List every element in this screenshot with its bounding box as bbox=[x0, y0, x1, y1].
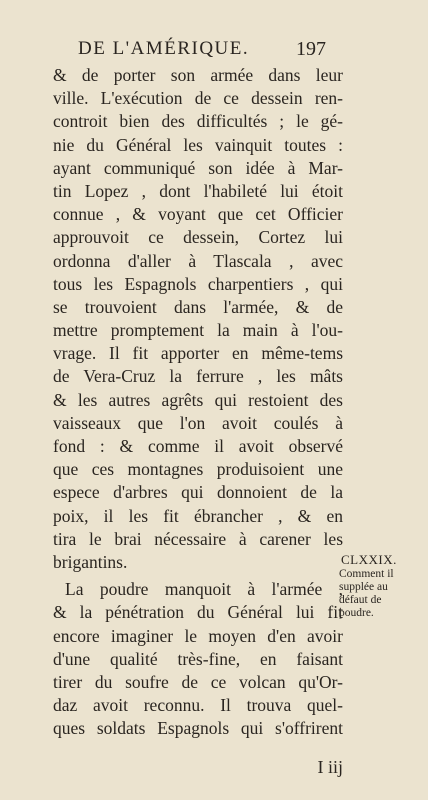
text-line: ville. L'exécution de ce dessein ren- bbox=[53, 88, 343, 109]
text-line: connue , & voyant que cet Officier bbox=[53, 204, 343, 225]
text-line: ayant communiqué son idée à Mar- bbox=[53, 157, 343, 178]
body-text bbox=[53, 64, 343, 740]
margin-note bbox=[339, 552, 419, 620]
text-line: & de porter son armée dans leur bbox=[53, 65, 343, 85]
text-line: tira le brai nécessaire à carener les bbox=[53, 528, 343, 549]
text-line: & la pénétration du Général lui fit bbox=[53, 602, 343, 623]
text-line: d'une qualité très-fine, en faisant bbox=[53, 648, 343, 669]
text-line: tirer du soufre de ce volcan qu'Or- bbox=[53, 671, 343, 692]
text-line: La poudre manquoit à l'armée , bbox=[65, 579, 343, 600]
text-line: brigantins. bbox=[53, 551, 128, 572]
text-line: que ces montagnes produisoient une bbox=[53, 459, 343, 480]
margin-note-line: supplée au bbox=[339, 581, 388, 593]
text-line: se trouvoient dans l'armée, & de bbox=[53, 296, 343, 317]
margin-note-line: défaut de bbox=[339, 594, 382, 606]
text-line: nie du Général les vainquit toutes : bbox=[53, 134, 343, 155]
margin-note-line: Comment il bbox=[339, 568, 394, 580]
text-line: tous les Espagnols charpentiers , qui bbox=[53, 273, 343, 294]
text-line: poix, il les fit ébrancher , & en bbox=[53, 505, 343, 526]
text-line: & les autres agrêts qui restoient des bbox=[53, 389, 343, 410]
text-line: espece d'arbres qui donnoient de la bbox=[53, 482, 343, 503]
text-line: daz avoit reconnu. Il trouva quel- bbox=[53, 695, 343, 716]
margin-note-number: CLXXIX. bbox=[341, 552, 397, 567]
text-line: vrage. Il fit apporter en même-tems bbox=[53, 343, 343, 364]
text-line: approuvoit ce dessein, Cortez lui bbox=[53, 227, 343, 248]
text-line: tin Lopez , dont l'habileté lui étoit bbox=[53, 180, 343, 201]
text-line: encore imaginer le moyen d'en avoir bbox=[53, 625, 343, 646]
page-number: 197 bbox=[296, 38, 326, 60]
text-line: controit bien des difficultés ; le gé- bbox=[53, 111, 343, 132]
margin-note-line: poudre. bbox=[339, 607, 374, 619]
running-title: DE L'AMÉRIQUE. bbox=[78, 38, 250, 59]
text-line: ordonna d'aller à Tlascala , avec bbox=[53, 250, 343, 271]
text-line: fond : & comme il avoit observé bbox=[53, 436, 343, 456]
text-line: de Vera-Cruz la ferrure , les mâts bbox=[53, 366, 343, 387]
text-line: mettre promptement la main à l'ou- bbox=[53, 320, 343, 341]
text-line: vaisseaux que l'on avoit coulés à bbox=[53, 412, 343, 433]
page-header bbox=[0, 38, 428, 66]
signature-mark: I iij bbox=[317, 757, 343, 777]
text-line: ques soldats Espagnols qui s'offrirent bbox=[53, 718, 343, 739]
